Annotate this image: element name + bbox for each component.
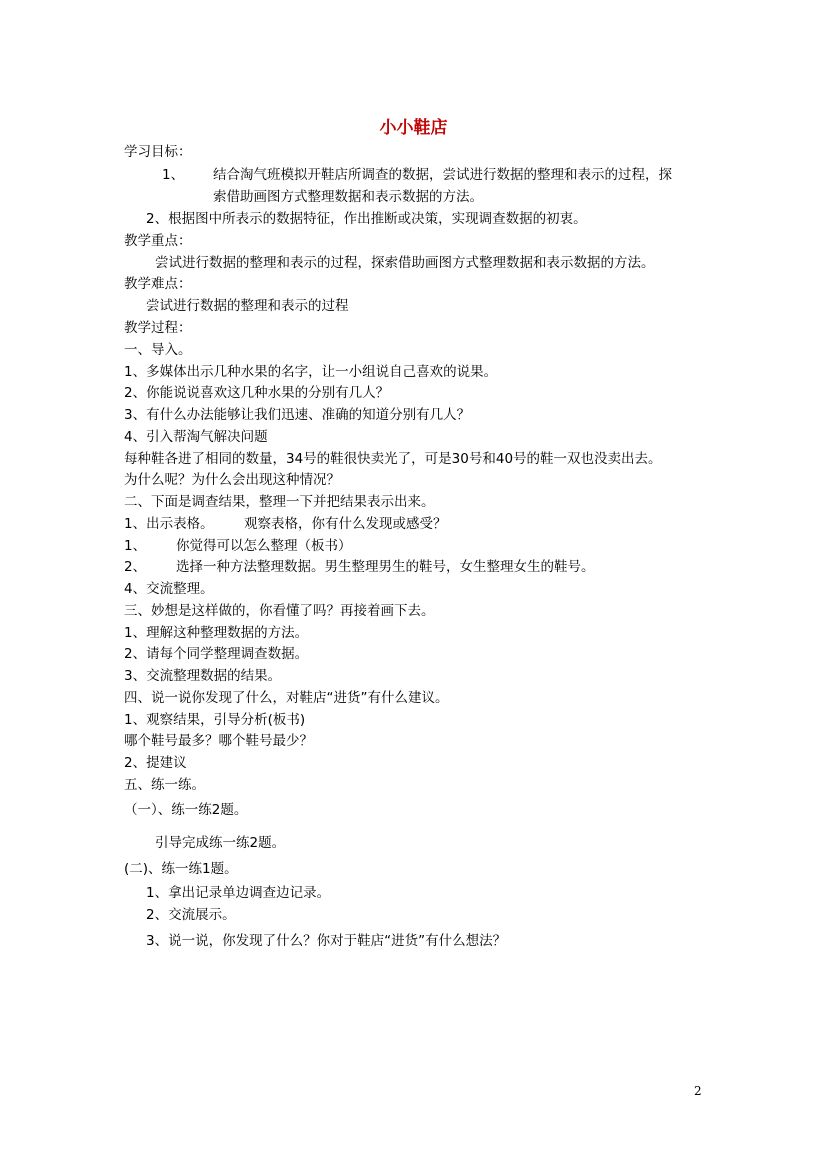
objective-1-text-cont: 索借助画图方式整理数据和表示数据的方法。 (213, 189, 483, 205)
key-points-text: 尝试进行数据的整理和表示的过程，探索借助画图方式整理数据和表示数据的方法。 (155, 255, 655, 271)
list-item: 2、提建议 (124, 755, 187, 771)
heading-key-points: 教学重点： (124, 233, 192, 249)
list-item: 3、有什么办法能够让我们迅速、准确的知道分别有几人？ (124, 407, 471, 423)
section-4-heading: 四、说一说你发现了什么，对鞋店“进货”有什么建议。 (124, 690, 449, 706)
list-item: 2、请每个同学整理调查数据。 (124, 646, 309, 662)
page-number: 2 (694, 1084, 702, 1098)
section-1-heading: 一、导入。 (124, 342, 192, 358)
objective-2-text: 2、根据图中所表示的数据特征，作出推断或决策，实现调查数据的初衷。 (146, 211, 587, 227)
paragraph-text: 为什么呢？为什么会出现这种情况？ (124, 472, 340, 488)
objective-1-text: 结合淘气班模拟开鞋店所调查的数据，尝试进行数据的整理和表示的过程，探 (213, 167, 672, 183)
difficulties-text: 尝试进行数据的整理和表示的过程 (146, 298, 349, 314)
list-item: 4、交流整理。 (124, 581, 214, 597)
list-item: 1、观察结果，引导分析(板书) (124, 712, 306, 728)
list-item-extra: 观察表格，你有什么发现或感受？ (244, 516, 447, 532)
list-item: 2、你能说说喜欢这几种水果的分别有几人？ (124, 385, 390, 401)
paragraph-text: 哪个鞋号最多？哪个鞋号最少？ (124, 733, 313, 749)
paragraph-text: 每种鞋各进了相同的数量，34号的鞋很快卖光了，可是30号和40号的鞋一双也没卖出去。 (124, 451, 662, 467)
list-item: 2、交流展示。 (146, 907, 236, 923)
list-item: 1、多媒体出示几种水果的名字，让一小组说自己喜欢的说果。 (124, 364, 498, 380)
section-5-heading: 五、练一练。 (124, 777, 205, 793)
list-item: 3、交流整理数据的结果。 (124, 668, 282, 684)
heading-objectives: 学习目标： (124, 144, 192, 160)
list-item: 4、引入帮淘气解决问题 (124, 429, 268, 445)
heading-process: 教学过程： (124, 320, 192, 336)
list-number: 1、 (124, 538, 147, 554)
document-title: 小小鞋店 (379, 118, 448, 138)
list-item: 1、理解这种整理数据的方法。 (124, 625, 309, 641)
list-item: 1、拿出记录单边调查边记录。 (146, 885, 331, 901)
list-item: 选择一种方法整理数据。男生整理男生的鞋号，女生整理女生的鞋号。 (176, 559, 595, 575)
subsection-2-heading: (二)、练一练1题。 (124, 861, 238, 877)
list-item: 你觉得可以怎么整理（板书） (176, 538, 352, 554)
section-3-heading: 三、妙想是这样做的，你看懂了吗？再接着画下去。 (124, 603, 435, 619)
subsection-1-text: 引导完成练一练2题。 (155, 835, 286, 851)
list-number: 1、 (162, 167, 185, 183)
list-number: 2、 (124, 559, 147, 575)
list-item: 3、说一说，你发现了什么？你对于鞋店“进货”有什么想法？ (146, 933, 507, 949)
heading-difficulties: 教学难点： (124, 276, 192, 292)
list-item: 1、出示表格。 (124, 516, 214, 532)
subsection-1-heading: （一）、练一练2题。 (124, 802, 248, 818)
section-2-heading: 二、下面是调查结果，整理一下并把结果表示出来。 (124, 494, 435, 510)
